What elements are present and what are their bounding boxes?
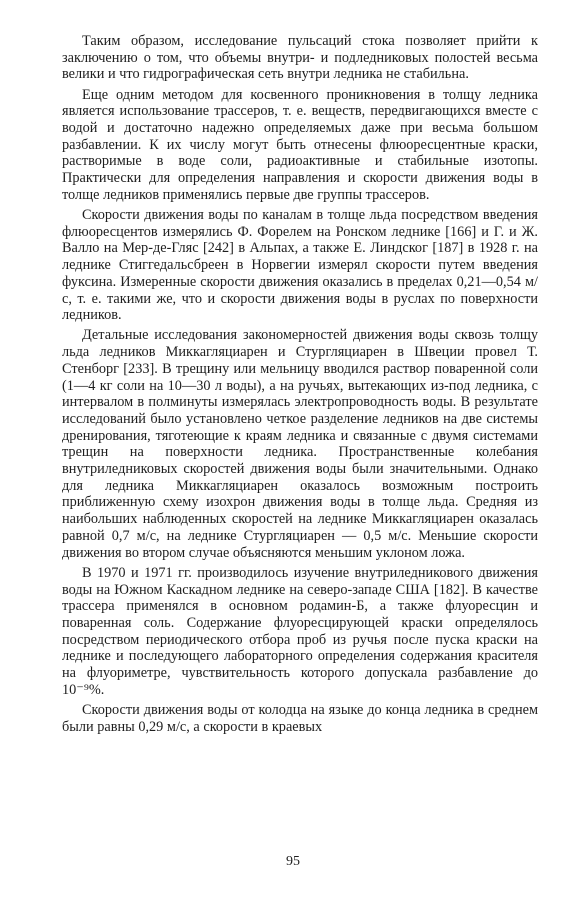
paragraph-south-cascade-study: В 1970 и 1971 гг. производилось изучение внутриледникового движения воды на Южном Каскадном леднике на северо-западе США [182]. В качестве трассера применялся в основном родамин-Б, а также флуоресцин и поваренная соль. Содержание флуоресцирующей краски определялось посредством периодического отбора проб из ручья после пуска краски на леднике и последующего лабораторного определения содержания красителя на флуориметре, чувствительность которого допускала разбавление до 10⁻⁹%. xyxy=(62,564,538,698)
paragraph-fluorescent-measurements: Скорости движения воды по каналам в толще льда посредством введения флюоресцентов измерялись Ф. Форелем на Ронском леднике [166] и Г. и Ж. Валло на Мер-де-Гляс [242] в Альпах, а также Е. Линдског [187] в 1928 г. на леднике Стиггедальсбреен в Норвегии измерял скорости путем введения фуксина. Измеренные скорости движения оказались в пределах 0,21—0,54 м/с, т. е. такими же, что и скорости движения воды в руслах по поверхности ледников. xyxy=(62,207,538,324)
paragraph-pulsation-conclusion: Таким образом, исследование пульсаций стока позволяет прийти к заключению о том, что объемы внутри- и подледниковых полостей весьма велики и что гидрографическая сеть внутри ледника не стабильна. xyxy=(62,33,538,83)
paragraph-tracers-method: Еще одним методом для косвенного проникновения в толщу ледника является использование трассеров, т. е. веществ, передвигающихся вместе с водой и достаточно надежно определяемых даже при весьма большом разбавлении. К их числу могут быть отнесены флюоресцентные краски, растворимые в воде соли, радиоактивные и стабильные изотопы. Практически для определения направления и скорости движения воды в толще ледников применялись первые две группы трассеров. xyxy=(62,86,538,203)
document-page xyxy=(62,33,538,739)
page-number: 95 xyxy=(286,854,300,869)
paragraph-stenborg-study: Детальные исследования закономерностей движения воды сквозь толщу льда ледников Миккагляциарен и Стургляциарен в Швеции провел Т. Стенборг [233]. В трещину или мельницу вводился раствор поваренной соли (1—4 кг соли на 10—30 л воды), а на ручьях, вытекающих из-под ледника, с интервалом в полминуты измерялась электропроводность воды. В результате исследований было установлено четкое разделение ледников на две системы дренирования, тяготеющие к краям ледника и связанные с двумя системами трещин на поверхности ледника. Пространственные колебания внутриледниковых скоростей движения воды были значительными. Однако для ледника Миккагляциарен оказалось возможным построить приближенную схему изохрон движения воды в толще льда. Средняя из наибольших наблюденных скоростей на леднике Миккагляциарен оказалась равной 0,7 м/с, на леднике Стургляциарен — 0,5 м/с. Меньшие скорости движения во втором случае объясняются меньшим уклоном ложа. xyxy=(62,327,538,561)
paragraph-water-velocity: Скорости движения воды от колодца на языке до конца ледника в среднем были равны 0,29 м/с, а скорости в краевых xyxy=(62,701,538,735)
